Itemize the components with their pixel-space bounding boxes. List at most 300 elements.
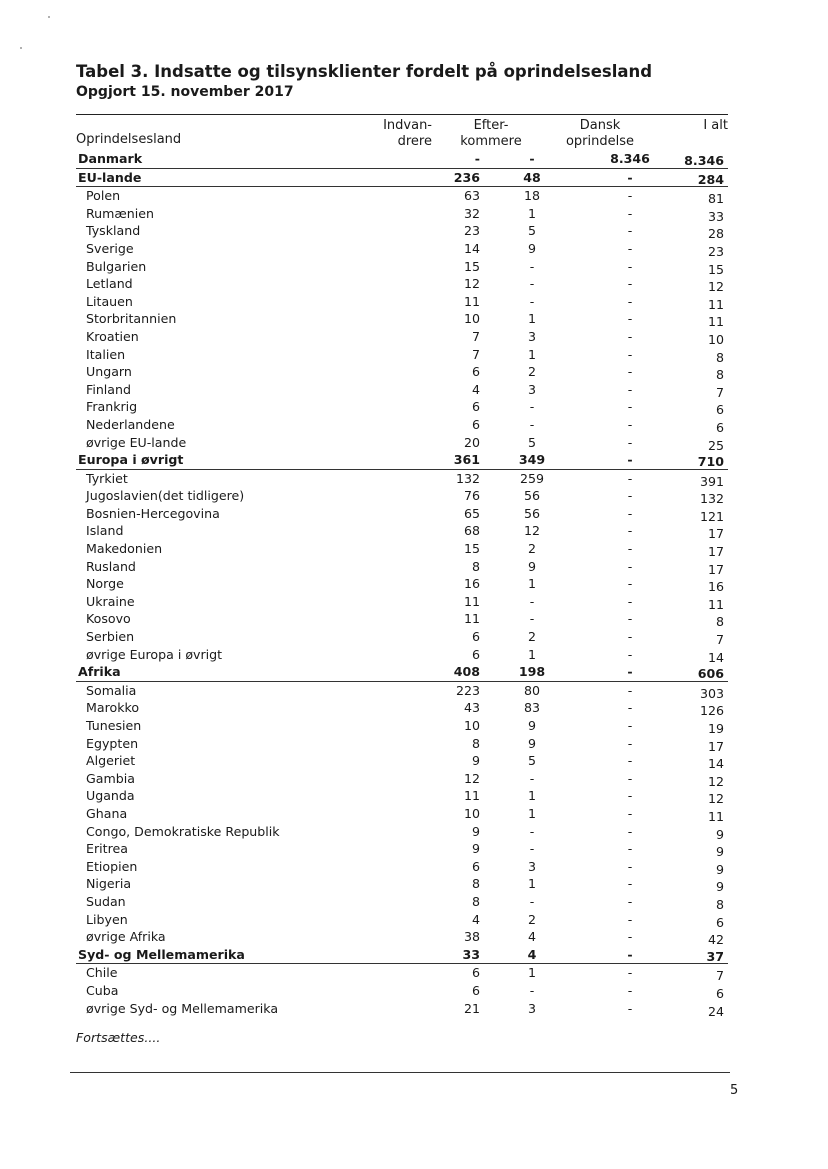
- efterkommere-cell: 5: [527, 753, 536, 769]
- table-row: [76, 735, 728, 753]
- country-name: Jugoslavien(det tidligere): [86, 488, 245, 504]
- efterkommere-cell: 1: [527, 788, 536, 804]
- country-name: Eritrea: [86, 841, 128, 857]
- indvandrere-cell: 6: [471, 364, 480, 380]
- efterkommere-cell: 1: [527, 965, 536, 981]
- indvandrere-cell: 6: [471, 399, 480, 415]
- dansk-cell: -: [627, 629, 633, 645]
- country-name: Tunesien: [86, 718, 142, 733]
- top-rule: [76, 114, 728, 115]
- total-cell: 391: [699, 473, 724, 489]
- country-name: Bulgarien: [86, 258, 147, 274]
- country-name: Ungarn: [86, 364, 132, 380]
- total-cell: 16: [707, 579, 724, 595]
- country-name: Libyen: [86, 911, 128, 927]
- total-cell: 9: [715, 826, 724, 842]
- dansk-cell: -: [627, 718, 633, 733]
- country-name: Tyskland: [86, 223, 141, 239]
- dansk-cell: -: [627, 823, 633, 839]
- total-cell: 8: [715, 367, 724, 383]
- header-total: I alt: [703, 118, 728, 133]
- country-name: øvrige EU-lande: [86, 434, 187, 450]
- indvandrere-cell: 21: [463, 1000, 480, 1016]
- indvandrere-cell: 10: [463, 805, 480, 821]
- dansk-cell: -: [627, 682, 633, 698]
- total-cell: 11: [707, 314, 724, 330]
- indvandrere-cell: 16: [463, 576, 480, 592]
- total-cell: 14: [707, 756, 724, 772]
- country-name: Rumænien: [86, 205, 155, 221]
- dansk-cell: -: [627, 965, 633, 981]
- efterkommere-cell: -: [529, 982, 535, 998]
- table-row: [76, 363, 728, 381]
- efterkommere-cell: 56: [523, 488, 541, 504]
- indvandrere-cell: 6: [471, 629, 480, 645]
- country-name: Letland: [86, 276, 133, 292]
- region-row: [76, 451, 728, 470]
- footer-rule: [70, 1072, 730, 1073]
- total-cell: 37: [706, 948, 724, 964]
- dansk-cell: -: [627, 788, 633, 804]
- table-row: [76, 682, 728, 700]
- dansk-cell: -: [627, 735, 633, 751]
- table-row: [76, 717, 728, 735]
- efterkommere-cell: -: [529, 823, 535, 839]
- total-cell: 23: [707, 243, 724, 259]
- total-cell: 12: [707, 279, 724, 295]
- dansk-cell: -: [627, 488, 633, 504]
- country-name: Chile: [86, 965, 118, 981]
- dansk-cell: -: [627, 911, 633, 927]
- indvandrere-cell: 9: [471, 841, 480, 857]
- indvandrere-cell: 6: [471, 982, 480, 998]
- indvandrere-cell: 4: [471, 911, 480, 927]
- dansk-cell: -: [627, 611, 633, 627]
- total-cell: 9: [715, 861, 724, 877]
- indvandrere-cell: 4: [471, 381, 480, 397]
- dansk-cell: -: [627, 223, 633, 239]
- scan-speck: [48, 16, 50, 18]
- table-row: [76, 787, 728, 805]
- country-name: Serbien: [86, 629, 135, 645]
- dansk-cell: -: [627, 770, 633, 786]
- total-cell: 6: [715, 402, 724, 418]
- dansk-cell: -: [627, 258, 633, 274]
- table-row: [76, 346, 728, 364]
- table-row: [76, 416, 728, 434]
- total-cell: 606: [697, 666, 724, 682]
- header-country: Oprindelsesland: [76, 132, 182, 147]
- dansk-cell: -: [627, 858, 633, 874]
- total-cell: 11: [707, 808, 724, 824]
- dansk-cell: -: [627, 452, 633, 468]
- table-row: [76, 328, 728, 346]
- table-row: [76, 858, 728, 876]
- total-cell: 14: [707, 649, 724, 665]
- efterkommere-cell: 2: [527, 629, 536, 645]
- total-cell: 11: [707, 296, 724, 312]
- indvandrere-cell: 12: [463, 770, 480, 786]
- indvandrere-cell: 15: [463, 258, 480, 274]
- total-cell: 284: [697, 171, 724, 187]
- header-indvandrere-line1: Indvan-: [383, 118, 432, 133]
- table-title: Tabel 3. Indsatte og tilsynsklienter fordelt på oprindelsesland: [76, 62, 653, 81]
- table-row: [76, 540, 728, 558]
- header-efterkommere-line2: kommere: [460, 134, 522, 149]
- total-cell: 121: [699, 508, 724, 524]
- indvandrere-cell: 12: [463, 276, 480, 292]
- country-name: Frankrig: [86, 399, 138, 415]
- region-row: [76, 663, 728, 682]
- indvandrere-cell: 11: [463, 593, 480, 609]
- continued-note: Fortsættes....: [76, 1030, 161, 1045]
- indvandrere-cell: 8: [471, 558, 480, 574]
- total-cell: 9: [715, 844, 724, 860]
- efterkommere-cell: 48: [523, 169, 541, 185]
- country-name: Algeriet: [86, 753, 136, 769]
- country-name: Tyrkiet: [86, 470, 128, 486]
- total-cell: 7: [715, 384, 724, 400]
- table-row: [76, 1000, 728, 1018]
- efterkommere-cell: -: [529, 841, 535, 857]
- dansk-cell: -: [627, 205, 633, 221]
- efterkommere-cell: 1: [527, 205, 536, 221]
- total-cell: 6: [715, 419, 724, 435]
- efterkommere-cell: 3: [527, 381, 536, 397]
- dansk-cell: -: [627, 311, 633, 327]
- total-cell: 17: [707, 526, 724, 542]
- efterkommere-cell: 259: [519, 470, 545, 486]
- country-name: Gambia: [86, 770, 135, 786]
- country-name: Finland: [86, 381, 132, 397]
- indvandrere-cell: 361: [453, 452, 480, 468]
- country-name: Egypten: [86, 735, 139, 751]
- efterkommere-cell: 9: [527, 718, 536, 733]
- total-cell: 132: [699, 491, 724, 507]
- efterkommere-cell: 80: [523, 682, 541, 698]
- efterkommere-cell: 198: [518, 664, 546, 680]
- table-row: [76, 381, 728, 399]
- efterkommere-cell: 9: [527, 558, 536, 574]
- country-name: Kosovo: [86, 611, 131, 627]
- table-row: [76, 752, 728, 770]
- country-name: Syd- og Mellemamerika: [78, 946, 245, 962]
- table-row: [76, 187, 728, 205]
- total-cell: 11: [707, 596, 724, 612]
- table-row: [76, 522, 728, 540]
- dansk-cell: -: [627, 346, 633, 362]
- total-cell: 6: [715, 985, 724, 1001]
- indvandrere-cell: 33: [462, 946, 480, 962]
- table-header: [76, 118, 728, 150]
- region-row: [76, 150, 728, 169]
- dansk-cell: -: [627, 276, 633, 292]
- total-cell: 42: [707, 932, 724, 948]
- table-row: [76, 434, 728, 452]
- dansk-cell: -: [627, 541, 633, 557]
- total-cell: 710: [697, 454, 724, 470]
- table-row: [76, 893, 728, 911]
- country-name: Nigeria: [86, 876, 132, 892]
- country-name: Somalia: [86, 682, 137, 698]
- efterkommere-cell: 12: [523, 523, 541, 539]
- efterkommere-cell: -: [529, 276, 535, 292]
- country-name: Sudan: [86, 893, 126, 909]
- country-name: Rusland: [86, 558, 136, 574]
- total-cell: 28: [707, 226, 724, 242]
- efterkommere-cell: 56: [523, 505, 541, 521]
- indvandrere-cell: 68: [463, 523, 480, 539]
- country-name: Ukraine: [86, 593, 135, 609]
- total-cell: 7: [715, 968, 724, 984]
- table-row: [76, 840, 728, 858]
- table-row: [76, 205, 728, 223]
- country-name: Sverige: [86, 240, 134, 256]
- dansk-cell: 8.346: [610, 151, 650, 166]
- dansk-cell: -: [627, 558, 633, 574]
- country-name: Congo, Demokratiske Republik: [86, 823, 280, 839]
- header-indvandrere: [336, 118, 432, 150]
- table-row: [76, 875, 728, 893]
- indvandrere-cell: 8: [471, 876, 480, 892]
- dansk-cell: -: [627, 982, 633, 998]
- dansk-cell: -: [627, 664, 633, 680]
- total-cell: 17: [707, 544, 724, 560]
- table-row: [76, 982, 728, 1000]
- country-name: Ghana: [86, 805, 128, 821]
- dansk-cell: -: [627, 434, 633, 450]
- table-row: [76, 240, 728, 258]
- total-cell: 9: [715, 879, 724, 895]
- table-row: [76, 275, 728, 293]
- table-row: [76, 928, 728, 946]
- dansk-cell: -: [627, 470, 633, 486]
- indvandrere-cell: 6: [471, 646, 480, 662]
- country-name: Nederlandene: [86, 416, 175, 432]
- indvandrere-cell: 23: [463, 223, 480, 239]
- total-cell: 25: [707, 437, 724, 453]
- total-cell: 126: [699, 703, 724, 719]
- dansk-cell: -: [627, 328, 633, 344]
- dansk-cell: -: [627, 381, 633, 397]
- table-row: [76, 610, 728, 628]
- table-row: [76, 487, 728, 505]
- table-row: [76, 505, 728, 523]
- total-cell: 15: [707, 261, 724, 277]
- country-name: Storbritannien: [86, 311, 177, 327]
- indvandrere-cell: 223: [455, 682, 480, 698]
- efterkommere-cell: 18: [523, 188, 541, 204]
- efterkommere-cell: 5: [527, 223, 536, 239]
- country-name: Danmark: [78, 151, 143, 166]
- efterkommere-cell: 349: [518, 452, 546, 468]
- country-name: Uganda: [86, 788, 135, 804]
- indvandrere-cell: 11: [463, 611, 480, 627]
- indvandrere-cell: 65: [463, 505, 480, 521]
- indvandrere-cell: 20: [463, 434, 480, 450]
- table-body: [76, 150, 728, 1017]
- efterkommere-cell: -: [529, 416, 535, 432]
- country-name: Europa i øvrigt: [78, 452, 184, 468]
- indvandrere-cell: 132: [455, 470, 480, 486]
- efterkommere-cell: -: [529, 258, 535, 274]
- dansk-cell: -: [627, 893, 633, 909]
- dansk-cell: -: [627, 593, 633, 609]
- dansk-cell: -: [627, 576, 633, 592]
- dansk-cell: -: [627, 876, 633, 892]
- dansk-cell: -: [627, 1000, 633, 1016]
- table-row: [76, 593, 728, 611]
- efterkommere-cell: -: [529, 611, 535, 627]
- table-row: [76, 699, 728, 717]
- indvandrere-cell: 38: [463, 929, 480, 945]
- table-row: [76, 398, 728, 416]
- indvandrere-cell: 8: [471, 735, 480, 751]
- dansk-cell: -: [627, 505, 633, 521]
- country-name: Litauen: [86, 293, 133, 309]
- efterkommere-cell: 4: [527, 929, 536, 945]
- table-row: [76, 823, 728, 841]
- country-name: Norge: [86, 576, 124, 592]
- header-indvandrere-line2: drere: [397, 134, 432, 149]
- indvandrere-cell: 6: [471, 416, 480, 432]
- country-name: Afrika: [78, 664, 121, 680]
- indvandrere-cell: 76: [463, 488, 480, 504]
- total-cell: 24: [707, 1003, 724, 1019]
- total-cell: 19: [707, 721, 724, 736]
- efterkommere-cell: -: [529, 151, 535, 166]
- dansk-cell: -: [627, 416, 633, 432]
- country-name: Italien: [86, 346, 126, 362]
- indvandrere-cell: 236: [453, 169, 480, 185]
- table-row: [76, 470, 728, 488]
- indvandrere-cell: 7: [471, 328, 480, 344]
- region-row: [76, 169, 728, 188]
- region-row: [76, 946, 728, 965]
- efterkommere-cell: 2: [527, 541, 536, 557]
- dansk-cell: -: [627, 240, 633, 256]
- efterkommere-cell: -: [529, 770, 535, 786]
- indvandrere-cell: 10: [463, 718, 480, 733]
- table-row: [76, 558, 728, 576]
- indvandrere-cell: 8: [471, 893, 480, 909]
- efterkommere-cell: 1: [527, 646, 536, 662]
- dansk-cell: -: [627, 841, 633, 857]
- efterkommere-cell: 9: [527, 735, 536, 751]
- efterkommere-cell: -: [529, 893, 535, 909]
- indvandrere-cell: 11: [463, 293, 480, 309]
- indvandrere-cell: 408: [453, 664, 480, 680]
- indvandrere-cell: -: [474, 151, 480, 166]
- table-row: [76, 911, 728, 929]
- efterkommere-cell: 5: [527, 434, 536, 450]
- country-name: EU-lande: [78, 169, 142, 185]
- country-name: øvrige Afrika: [86, 929, 166, 945]
- total-cell: 17: [707, 561, 724, 577]
- total-cell: 303: [699, 685, 724, 701]
- dansk-cell: -: [627, 805, 633, 821]
- efterkommere-cell: 3: [527, 1000, 536, 1016]
- total-cell: 12: [707, 773, 724, 789]
- indvandrere-cell: 6: [471, 858, 480, 874]
- total-cell: 8: [715, 349, 724, 365]
- indvandrere-cell: 10: [463, 311, 480, 327]
- header-efterkommere-line1: Efter-: [473, 118, 509, 133]
- total-cell: 12: [707, 791, 724, 807]
- country-name: øvrige Syd- og Mellemamerika: [86, 1000, 279, 1016]
- table-row: [76, 646, 728, 664]
- country-name: Bosnien-Hercegovina: [86, 505, 220, 521]
- dansk-cell: -: [627, 188, 633, 204]
- efterkommere-cell: 83: [523, 700, 541, 716]
- efterkommere-cell: 9: [527, 240, 536, 256]
- dansk-cell: -: [627, 700, 633, 716]
- total-cell: 33: [707, 208, 724, 224]
- table-row: [76, 258, 728, 276]
- table-row: [76, 575, 728, 593]
- country-name: øvrige Europa i øvrigt: [86, 646, 223, 662]
- table-row: [76, 805, 728, 823]
- dansk-cell: -: [627, 399, 633, 415]
- country-name: Makedonien: [86, 541, 163, 557]
- indvandrere-cell: 63: [463, 188, 480, 204]
- total-cell: 81: [707, 191, 724, 207]
- header-dansk-oprindelse: [546, 118, 654, 150]
- total-cell: 6: [715, 914, 724, 930]
- dansk-cell: -: [627, 169, 633, 185]
- total-cell: 8: [715, 896, 724, 912]
- total-cell: 8.346: [684, 153, 724, 168]
- country-name: Marokko: [86, 700, 140, 716]
- indvandrere-cell: 7: [471, 346, 480, 362]
- efterkommere-cell: 1: [527, 311, 536, 327]
- total-cell: 10: [707, 331, 724, 347]
- table-row: [76, 770, 728, 788]
- table-subtitle: Opgjort 15. november 2017: [76, 84, 294, 100]
- scan-speck: [20, 47, 22, 49]
- table-row: [76, 293, 728, 311]
- efterkommere-cell: -: [529, 293, 535, 309]
- efterkommere-cell: 3: [527, 858, 536, 874]
- dansk-cell: -: [627, 646, 633, 662]
- efterkommere-cell: 2: [527, 911, 536, 927]
- header-dansk-line1: Dansk: [579, 118, 621, 133]
- total-cell: 8: [715, 614, 724, 630]
- dansk-cell: -: [627, 523, 633, 539]
- efterkommere-cell: 1: [527, 346, 536, 362]
- country-name: Polen: [86, 188, 121, 204]
- indvandrere-cell: 43: [463, 700, 480, 716]
- indvandrere-cell: 15: [463, 541, 480, 557]
- efterkommere-cell: -: [529, 593, 535, 609]
- country-name: Cuba: [86, 982, 119, 998]
- table-row: [76, 222, 728, 240]
- efterkommere-cell: 3: [527, 328, 536, 344]
- dansk-cell: -: [627, 364, 633, 380]
- country-name: Island: [86, 523, 124, 539]
- efterkommere-cell: 1: [527, 876, 536, 892]
- efterkommere-cell: -: [529, 399, 535, 415]
- indvandrere-cell: 6: [471, 965, 480, 981]
- efterkommere-cell: 1: [527, 576, 536, 592]
- header-efterkommere: [434, 118, 548, 150]
- total-cell: 17: [707, 738, 724, 754]
- efterkommere-cell: 2: [527, 364, 536, 380]
- indvandrere-cell: 9: [471, 753, 480, 769]
- indvandrere-cell: 11: [463, 788, 480, 804]
- country-name: Etiopien: [86, 858, 138, 874]
- header-dansk-line2: oprindelse: [565, 134, 635, 149]
